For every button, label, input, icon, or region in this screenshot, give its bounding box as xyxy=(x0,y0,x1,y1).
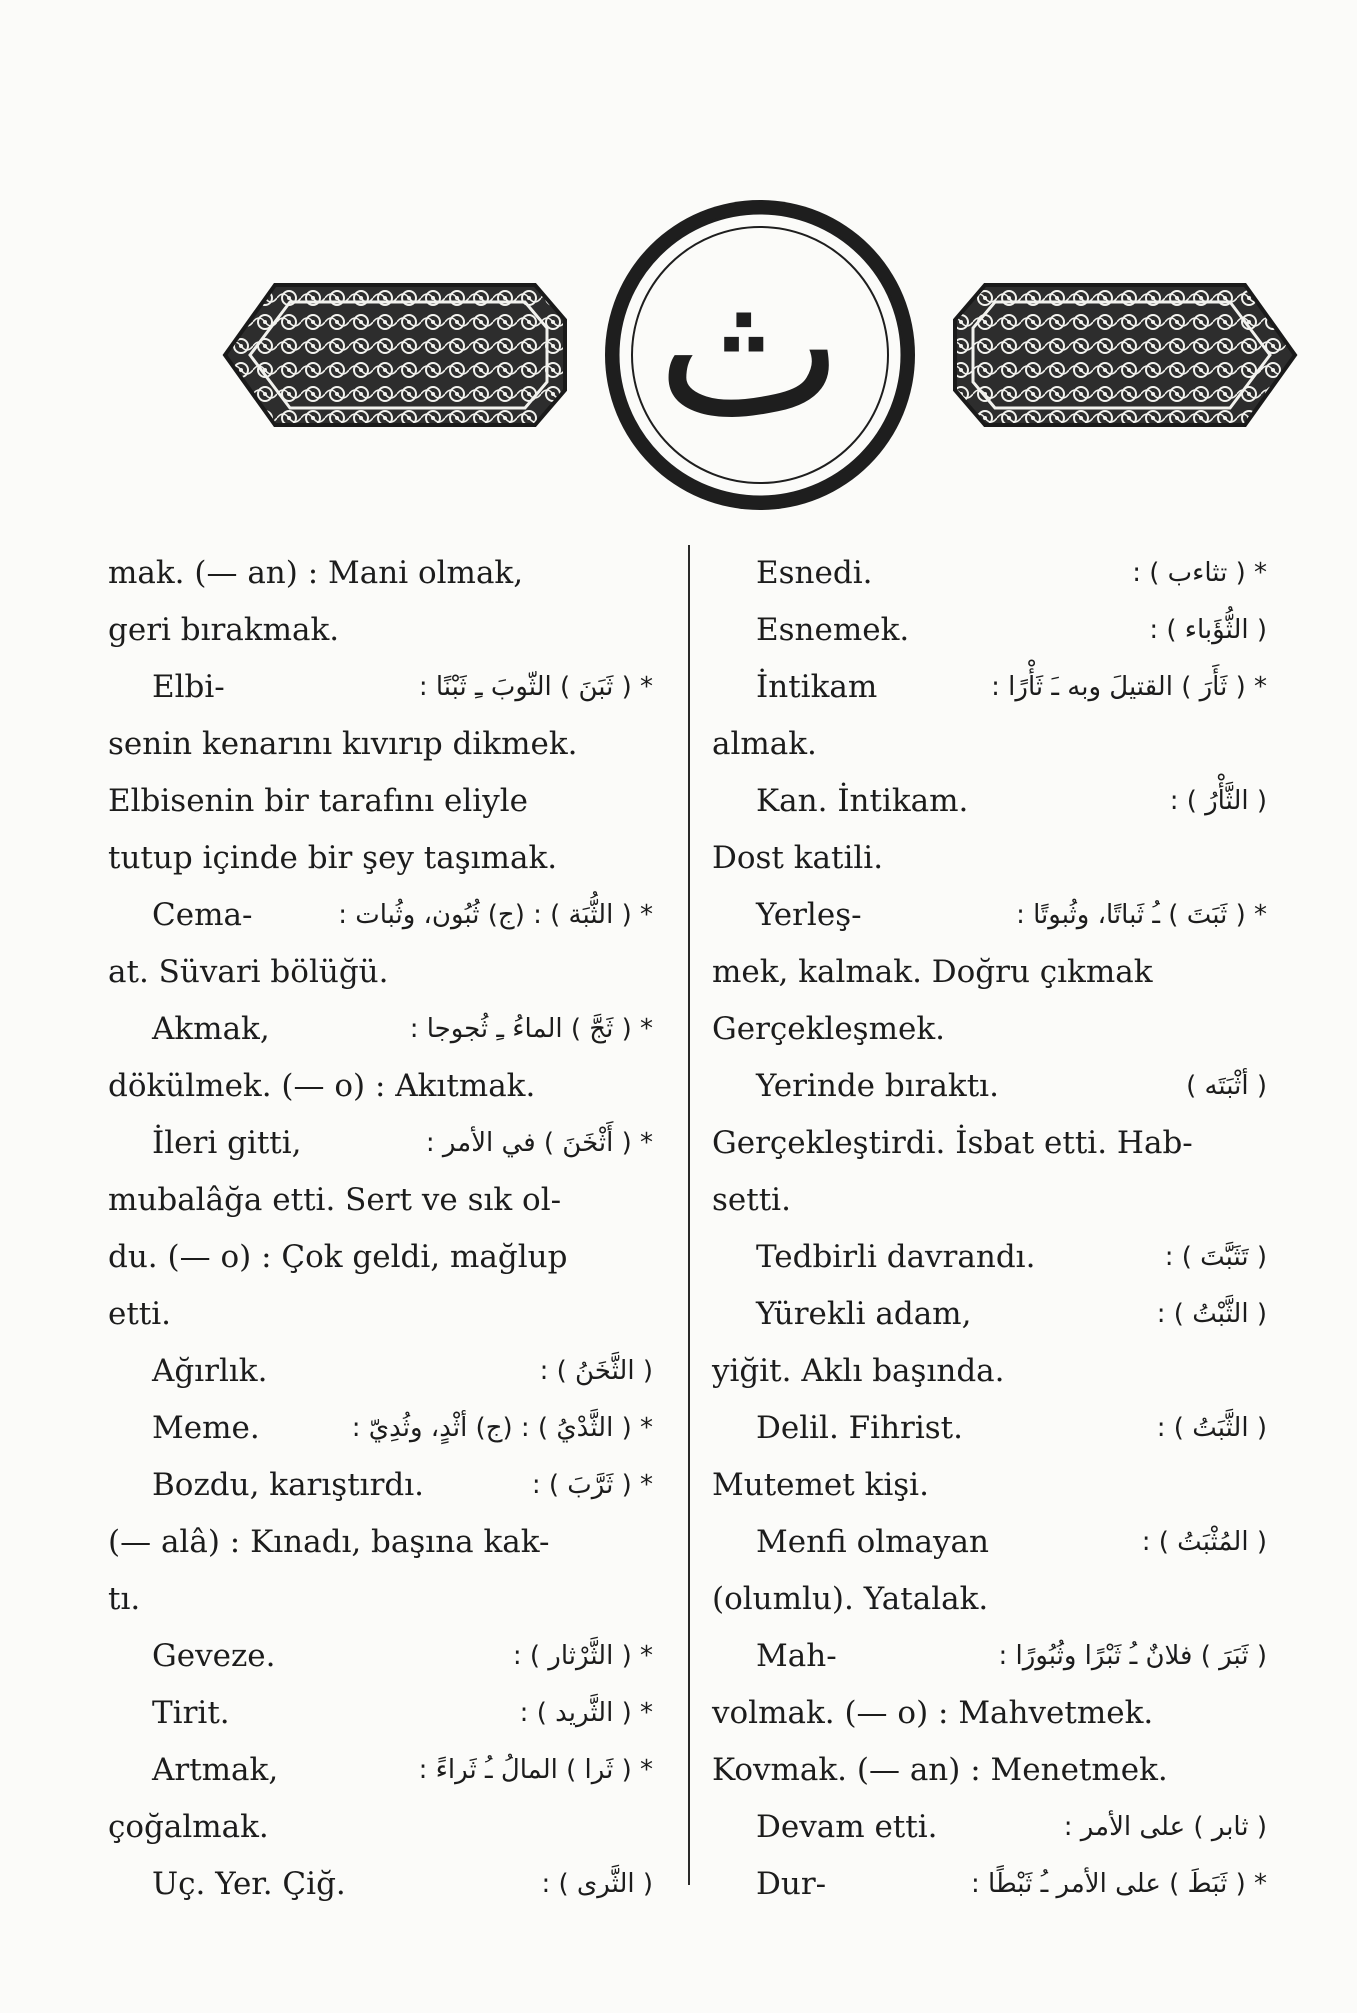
dictionary-line xyxy=(108,1856,653,1913)
dictionary-line xyxy=(712,1286,1267,1343)
dictionary-line xyxy=(712,1001,1267,1058)
dictionary-line xyxy=(712,1799,1267,1856)
entry-text: Uç. Yer. Çiğ. xyxy=(152,1866,346,1902)
entry-text: Tedbirli davrandı. xyxy=(756,1239,1036,1275)
entry-text: mak. (— an) : Mani olmak, xyxy=(108,555,524,591)
entry-text: Meme. xyxy=(152,1410,260,1446)
entry-text: senin kenarını kıvırıp dikmek. xyxy=(108,726,578,762)
arabic-headword: ( المُثْبَتُ ) : xyxy=(1141,1527,1267,1557)
arabic-headword: ( الثُّؤَباء ) : xyxy=(1149,615,1267,645)
entry-text: Mutemet kişi. xyxy=(712,1467,929,1503)
dictionary-line xyxy=(712,602,1267,659)
dictionary-line xyxy=(108,1628,653,1685)
entry-text: Yerleş- xyxy=(756,897,862,933)
dictionary-line xyxy=(108,1400,653,1457)
entry-text: Delil. Fihrist. xyxy=(756,1410,963,1446)
dictionary-line xyxy=(712,1457,1267,1514)
entry-text: Ağırlık. xyxy=(152,1353,268,1389)
arabic-headword: * ( ثَجَّ ) الماءُ ـِ ثُجوجا : xyxy=(409,1014,653,1044)
entry-text: Geveze. xyxy=(152,1638,276,1674)
right-column xyxy=(712,545,1267,1913)
dictionary-line xyxy=(108,1571,653,1628)
dictionary-line xyxy=(712,1115,1267,1172)
ornament-frame xyxy=(205,190,1315,520)
arabic-headword: * ( ثَبَطَ ) على الأمر ـُ ثَبْطًا : xyxy=(971,1869,1267,1899)
entry-text: etti. xyxy=(108,1296,172,1332)
right-wing xyxy=(955,285,1295,425)
dictionary-line xyxy=(712,1685,1267,1742)
entry-text: geri bırakmak. xyxy=(108,612,340,648)
arabic-headword: ( الثَّخَنُ ) : xyxy=(539,1356,653,1386)
arabic-headword: * ( ثَبَنَ ) الثّوبَ ـِ ثَبْنًا : xyxy=(418,672,653,702)
entry-text: almak. xyxy=(712,726,817,762)
entry-text: Elbi- xyxy=(152,669,225,705)
entry-text: Gerçekleştirdi. İsbat etti. Hab- xyxy=(712,1125,1193,1161)
entry-text: Cema- xyxy=(152,897,253,933)
entry-text: mek, kalmak. Doğru çıkmak xyxy=(712,954,1153,990)
entry-text: yiğit. Aklı başında. xyxy=(712,1353,1005,1389)
dictionary-line xyxy=(108,602,653,659)
entry-text: Elbisenin bir tarafını eliyle xyxy=(108,783,528,819)
ornamental-header xyxy=(205,190,1315,520)
dictionary-line xyxy=(108,1799,653,1856)
entry-text: tutup içinde bir şey taşımak. xyxy=(108,840,558,876)
dictionary-line xyxy=(712,830,1267,887)
arabic-headword: ( الثَّرى ) : xyxy=(541,1869,653,1899)
arabic-headword: * ( الثُّبَة ) : (ج) ثُبُون، وثُبات : xyxy=(338,900,653,930)
arabic-headword: * ( الثَّرْثار ) : xyxy=(512,1641,653,1671)
dictionary-line xyxy=(108,1229,653,1286)
entry-text: tı. xyxy=(108,1581,141,1617)
entry-text: (— alâ) : Kınadı, başına kak- xyxy=(108,1524,550,1560)
entry-text: Bozdu, karıştırdı. xyxy=(152,1467,425,1503)
dictionary-line xyxy=(712,1343,1267,1400)
arabic-headword: ( أثْبَتَه ) xyxy=(1186,1071,1267,1101)
arabic-headword: * ( تثاءب ) : xyxy=(1132,558,1267,588)
column-divider xyxy=(688,545,690,1885)
left-column xyxy=(108,545,653,1913)
entry-text: Yürekli adam, xyxy=(756,1296,972,1332)
entry-text: at. Süvari bölüğü. xyxy=(108,954,389,990)
entry-text: Menfi olmayan xyxy=(756,1524,989,1560)
entry-text: çoğalmak. xyxy=(108,1809,269,1845)
arabic-headword: ( الثَّبَتُ ) : xyxy=(1156,1413,1267,1443)
dictionary-line xyxy=(108,1286,653,1343)
dictionary-line xyxy=(108,1115,653,1172)
dictionary-line xyxy=(712,716,1267,773)
arabic-headword: * ( أَثْخَنَ ) في الأمر : xyxy=(425,1128,653,1158)
dictionary-line xyxy=(712,1856,1267,1913)
dictionary-line xyxy=(712,1229,1267,1286)
dictionary-line xyxy=(108,1742,653,1799)
arabic-headword: ( ثابر ) على الأمر : xyxy=(1063,1812,1267,1842)
dictionary-line xyxy=(712,545,1267,602)
dictionary-line xyxy=(712,773,1267,830)
entry-text: Dost katili. xyxy=(712,840,884,876)
arabic-headword: * ( ثَرَّبَ ) : xyxy=(531,1470,653,1500)
dictionary-line xyxy=(108,944,653,1001)
header-letter: ث xyxy=(655,230,845,463)
entry-text: Akmak, xyxy=(152,1011,270,1047)
entry-text: mubalâğa etti. Sert ve sık ol- xyxy=(108,1182,562,1218)
dictionary-line xyxy=(108,1172,653,1229)
dictionary-line xyxy=(712,1571,1267,1628)
arabic-headword: * ( الثَّدْيُ ) : (ج) أثْدٍ، وثُدِيّ : xyxy=(351,1413,653,1443)
entry-text: Yerinde bıraktı. xyxy=(756,1068,999,1104)
arabic-headword: ( الثَّأْرُ ) : xyxy=(1169,786,1267,816)
dictionary-line xyxy=(108,1457,653,1514)
dictionary-line xyxy=(108,887,653,944)
dictionary-line xyxy=(108,716,653,773)
dictionary-line xyxy=(712,944,1267,1001)
dictionary-line xyxy=(712,1628,1267,1685)
dictionary-line xyxy=(108,830,653,887)
arabic-headword: * ( ثَبَتَ ) ـُ ثَباتًا، وثُبوتًا : xyxy=(1016,900,1267,930)
arabic-headword: * ( الثَّريد ) : xyxy=(519,1698,653,1728)
arabic-headword: ( ثَبَرَ ) فلانٌ ـُ ثَبْرًا وثُبُورًا : xyxy=(998,1641,1267,1671)
entry-text: Devam etti. xyxy=(756,1809,938,1845)
entry-text: setti. xyxy=(712,1182,791,1218)
dictionary-line xyxy=(108,1343,653,1400)
dictionary-line xyxy=(712,887,1267,944)
arabic-headword: ( تَثَبَّتَ ) : xyxy=(1164,1242,1267,1272)
left-wing xyxy=(225,285,565,425)
dictionary-line xyxy=(108,1001,653,1058)
entry-text: Dur- xyxy=(756,1866,827,1902)
dictionary-line xyxy=(108,1058,653,1115)
entry-text: Esnemek. xyxy=(756,612,910,648)
entry-text: Tirit. xyxy=(152,1695,230,1731)
entry-text: Esnedi. xyxy=(756,555,873,591)
entry-text: Artmak, xyxy=(152,1752,279,1788)
entry-text: Kovmak. (— an) : Menetmek. xyxy=(712,1752,1168,1788)
entry-text: volmak. (— o) : Mahvetmek. xyxy=(712,1695,1154,1731)
entry-text: dökülmek. (— o) : Akıtmak. xyxy=(108,1068,536,1104)
dictionary-line xyxy=(108,1685,653,1742)
dictionary-line xyxy=(712,1058,1267,1115)
entry-text: Mah- xyxy=(756,1638,837,1674)
dictionary-line xyxy=(712,1514,1267,1571)
entry-text: İleri gitti, xyxy=(152,1125,302,1161)
arabic-headword: ( الثَّبْتُ ) : xyxy=(1156,1299,1267,1329)
dictionary-line xyxy=(108,1514,653,1571)
dictionary-line xyxy=(108,659,653,716)
entry-text: Kan. İntikam. xyxy=(756,783,969,819)
entry-text: Gerçekleşmek. xyxy=(712,1011,945,1047)
dictionary-line xyxy=(712,1400,1267,1457)
entry-text: İntikam xyxy=(756,669,878,705)
entry-text: du. (— o) : Çok geldi, mağlup xyxy=(108,1239,568,1275)
arabic-headword: * ( ثَرا ) المالُ ـُ ثَراءً : xyxy=(418,1755,653,1785)
arabic-headword: * ( ثَأَرَ ) القتيلَ وبه ـَ ثَأْرًا : xyxy=(991,672,1267,702)
dictionary-line xyxy=(712,1172,1267,1229)
dictionary-line xyxy=(712,659,1267,716)
entry-text: (olumlu). Yatalak. xyxy=(712,1581,989,1617)
dictionary-line xyxy=(712,1742,1267,1799)
dictionary-line xyxy=(108,773,653,830)
dictionary-line xyxy=(108,545,653,602)
